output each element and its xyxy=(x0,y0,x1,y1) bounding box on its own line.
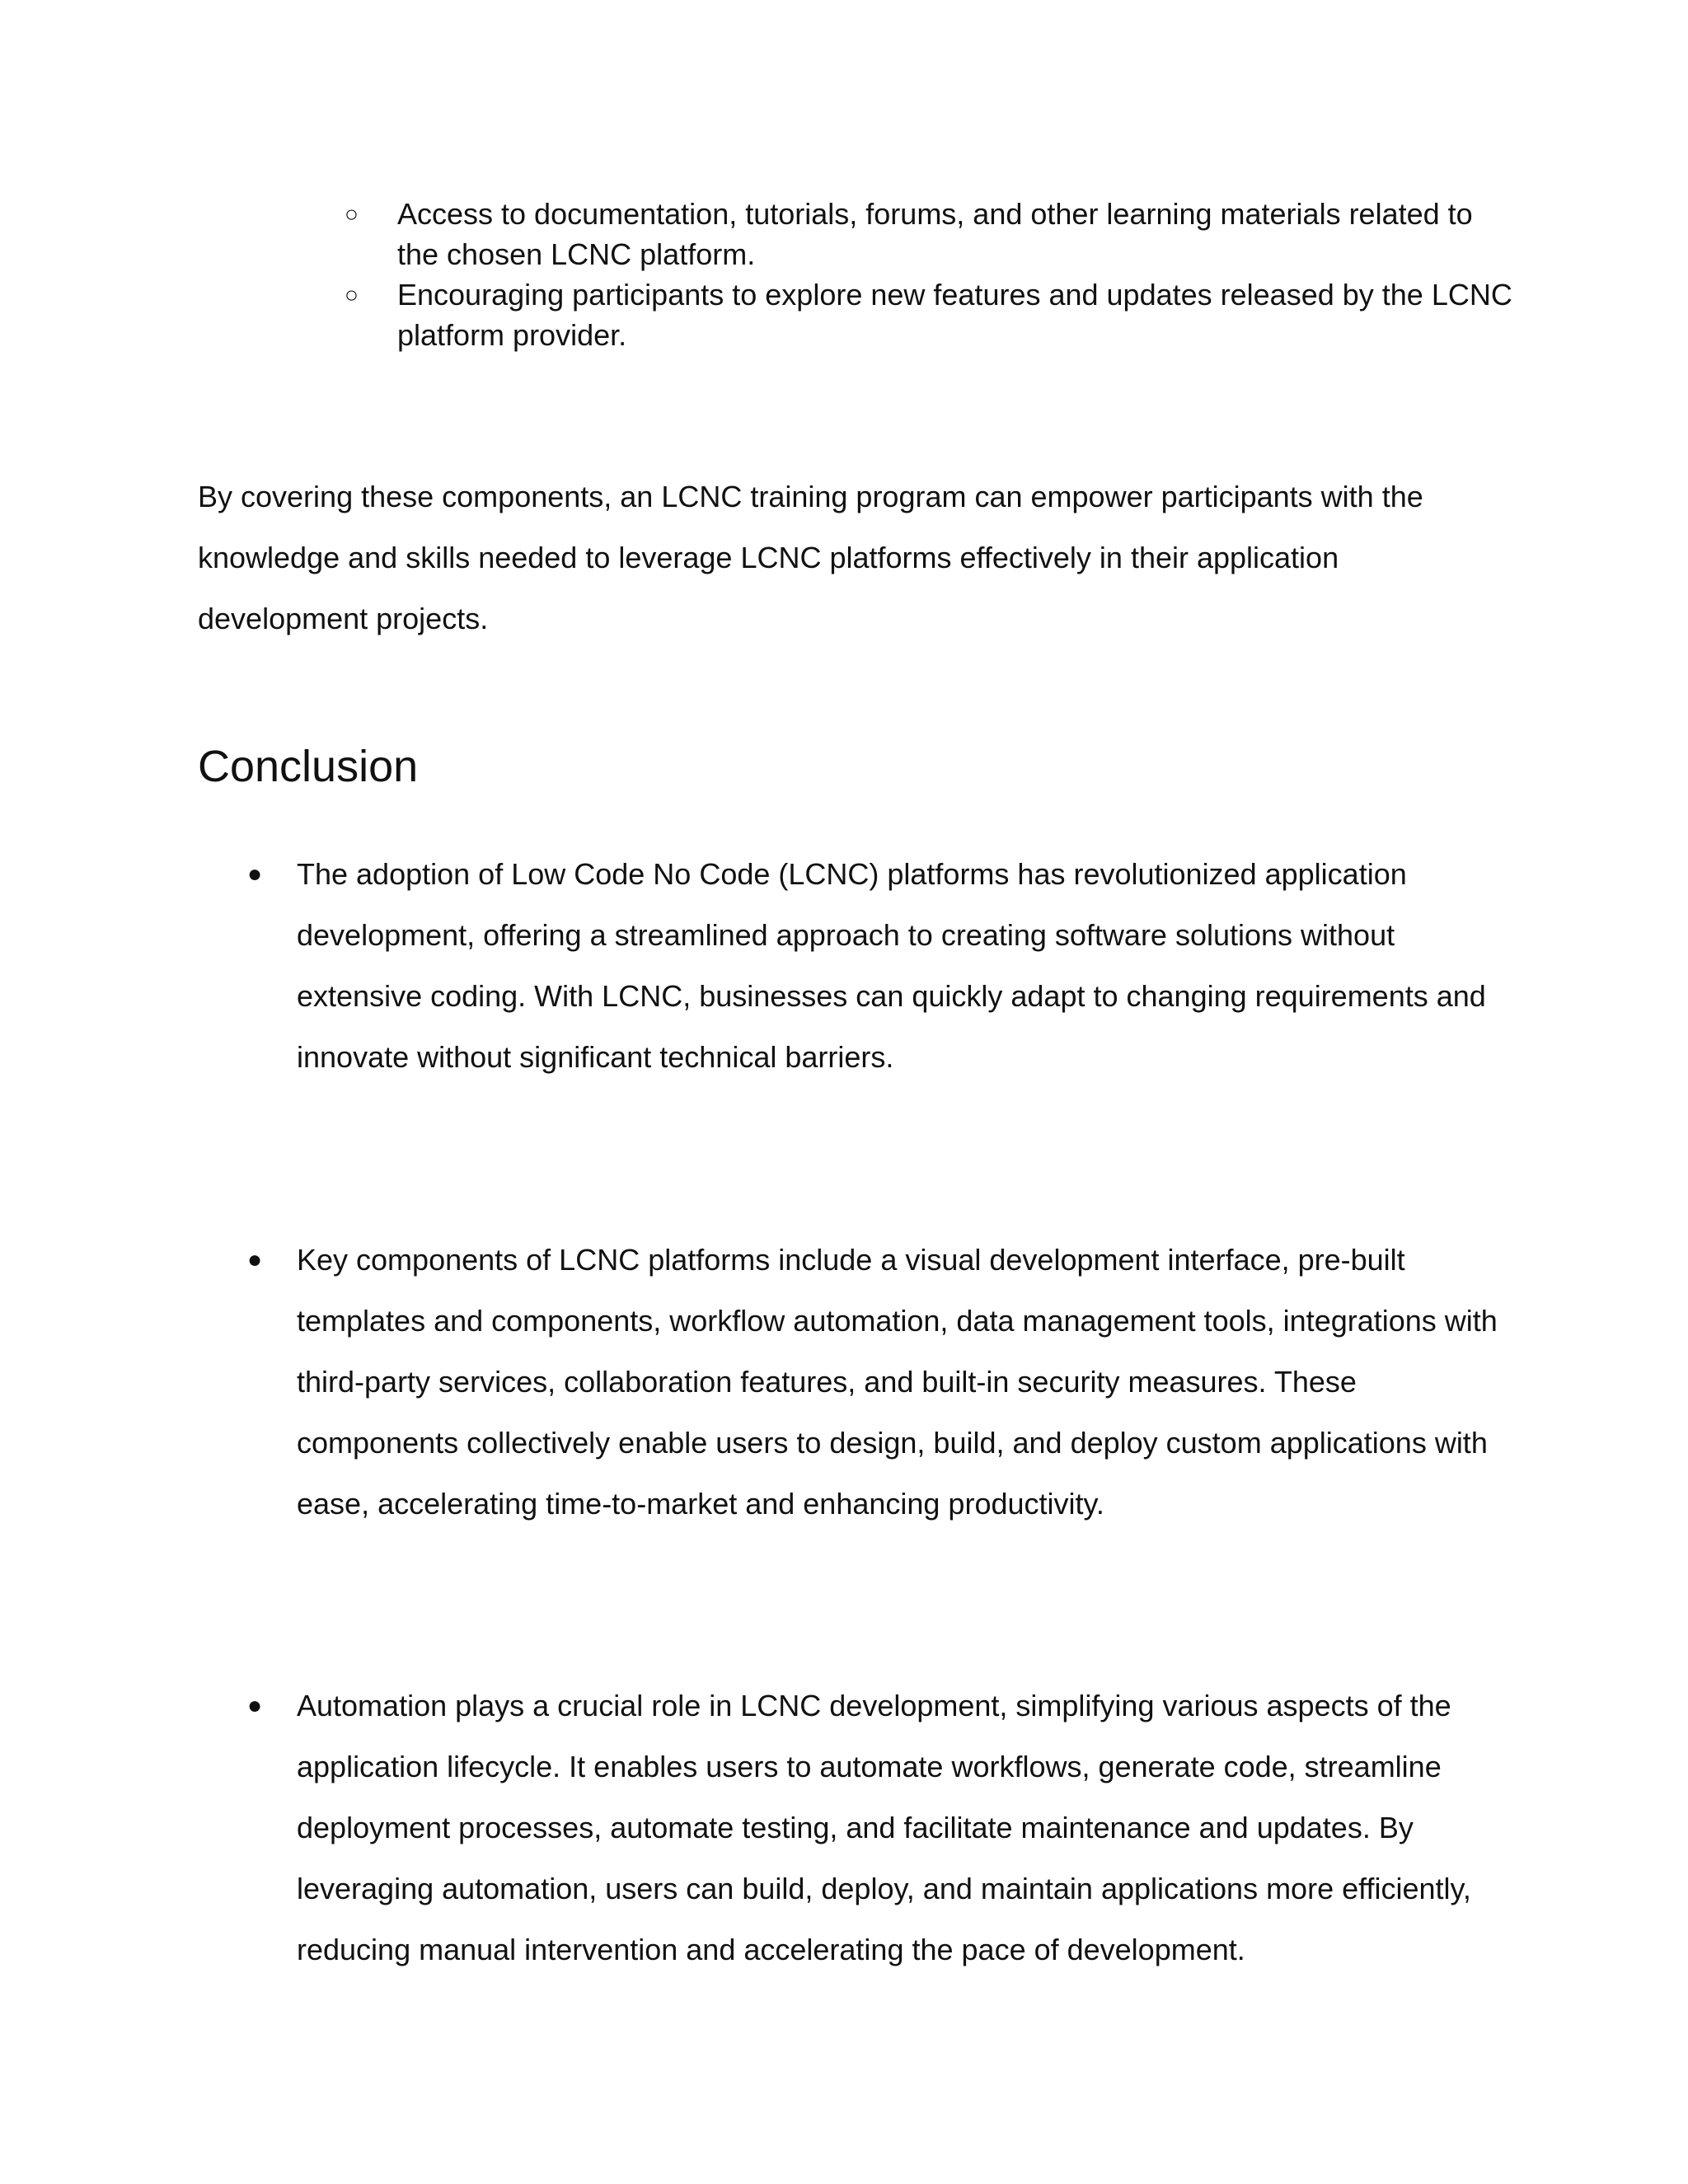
sub-bullet-list xyxy=(345,194,1515,355)
conclusion-bullet-text: The adoption of Low Code No Code (LCNC) platforms has revolutionized application development, offering a streamlined approach to creating software solutions without extensive coding. With LCNC, businesses can quickly adapt to changing requirements and innovate without significant technical barriers. xyxy=(297,857,1486,1074)
filled-circle-bullet-icon: ● xyxy=(247,1246,263,1273)
conclusion-bullet-list xyxy=(247,1675,1500,1980)
conclusion-bullet-text: Automation plays a crucial role in LCNC development, simplifying various aspects of the application lifecycle. It enables users to automate workflows, generate code, streamline deployment processes, automate testing, and facilitate maintenance and updates. By leveraging automation, users can build, deploy, and maintain applications more efficiently, reducing manual intervention and accelerating the pace of development. xyxy=(297,1689,1471,1966)
sub-bullet-item xyxy=(345,194,1515,274)
hollow-circle-bullet-icon: ○ xyxy=(345,201,359,227)
sub-bullet-text: Access to documentation, tutorials, forums, and other learning materials related to the chosen LCNC platform. xyxy=(397,197,1473,271)
conclusion-bullet-item xyxy=(247,1675,1500,1980)
conclusion-bullet-text: Key components of LCNC platforms include a visual development interface, pre-built templates and components, workflow automation, data management tools, integrations with third-party services, collaboration features, and built-in security measures. These components collectively enable users to design, build, and deploy custom applications with ease, accelerating time-to-market and enhancing productivity. xyxy=(297,1243,1498,1521)
sub-bullet-text: Encouraging participants to explore new features and updates released by the LCNC platform provider. xyxy=(397,278,1512,352)
summary-paragraph: By covering these components, an LCNC training program can empower participants with the knowledge and skills needed to leverage LCNC platforms effectively in their application development projects. xyxy=(198,480,1423,635)
conclusion-bullet-list xyxy=(247,844,1500,1088)
conclusion-bullet-item xyxy=(247,1230,1500,1535)
hollow-circle-bullet-icon: ○ xyxy=(345,282,359,307)
filled-circle-bullet-icon: ● xyxy=(247,1692,263,1719)
conclusion-heading: Conclusion xyxy=(198,742,419,791)
conclusion-bullet-item xyxy=(247,844,1500,1088)
filled-circle-bullet-icon: ● xyxy=(247,860,263,888)
conclusion-bullet-list xyxy=(247,1230,1500,1535)
sub-bullet-item xyxy=(345,274,1515,355)
